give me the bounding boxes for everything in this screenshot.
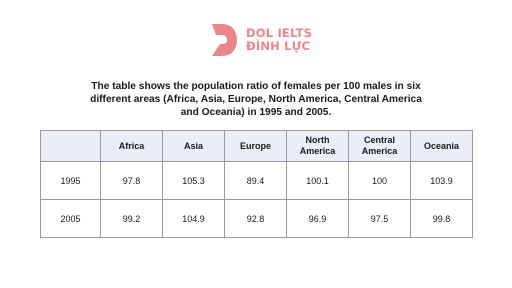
column-header-central-america: Central America <box>349 131 411 162</box>
row-label-1995: 1995 <box>41 162 101 200</box>
cell-2005-central-america: 97.5 <box>349 200 411 238</box>
data-table <box>40 130 473 238</box>
cell-1995-asia: 105.3 <box>163 162 225 200</box>
cell-1995-africa: 97.8 <box>101 162 163 200</box>
column-header-oceania: Oceania <box>411 131 473 162</box>
cell-1995-central-america: 100 <box>349 162 411 200</box>
cell-2005-africa: 99.2 <box>101 200 163 238</box>
column-header-europe: Europe <box>225 131 287 162</box>
brand-logo-block <box>210 22 312 58</box>
header-row <box>41 131 473 162</box>
column-header-africa: Africa <box>101 131 163 162</box>
cell-2005-oceania: 99.8 <box>411 200 473 238</box>
brand-line-1: DOL IELTS <box>246 26 313 40</box>
brand-line-2: ĐÌNH LỰC <box>246 39 311 53</box>
column-header-north-america: North America <box>287 131 349 162</box>
cell-2005-north-america: 96.9 <box>287 200 349 238</box>
dol-d-logo-icon <box>210 22 238 58</box>
table-row-1995 <box>41 162 473 200</box>
column-header-asia: Asia <box>163 131 225 162</box>
brand-name <box>246 27 312 53</box>
row-label-2005: 2005 <box>41 200 101 238</box>
cell-1995-north-america: 100.1 <box>287 162 349 200</box>
header-corner-cell <box>41 131 101 162</box>
table-row-2005 <box>41 200 473 238</box>
cell-1995-europe: 89.4 <box>225 162 287 200</box>
cell-2005-europe: 92.8 <box>225 200 287 238</box>
cell-2005-asia: 104.9 <box>163 200 225 238</box>
table-caption: The table shows the population ratio of females per 100 males in six different areas (Africa, Asia, Europe, North America, Central America and Oceania) in 1995 and 2005. <box>90 81 422 118</box>
cell-1995-oceania: 103.9 <box>411 162 473 200</box>
